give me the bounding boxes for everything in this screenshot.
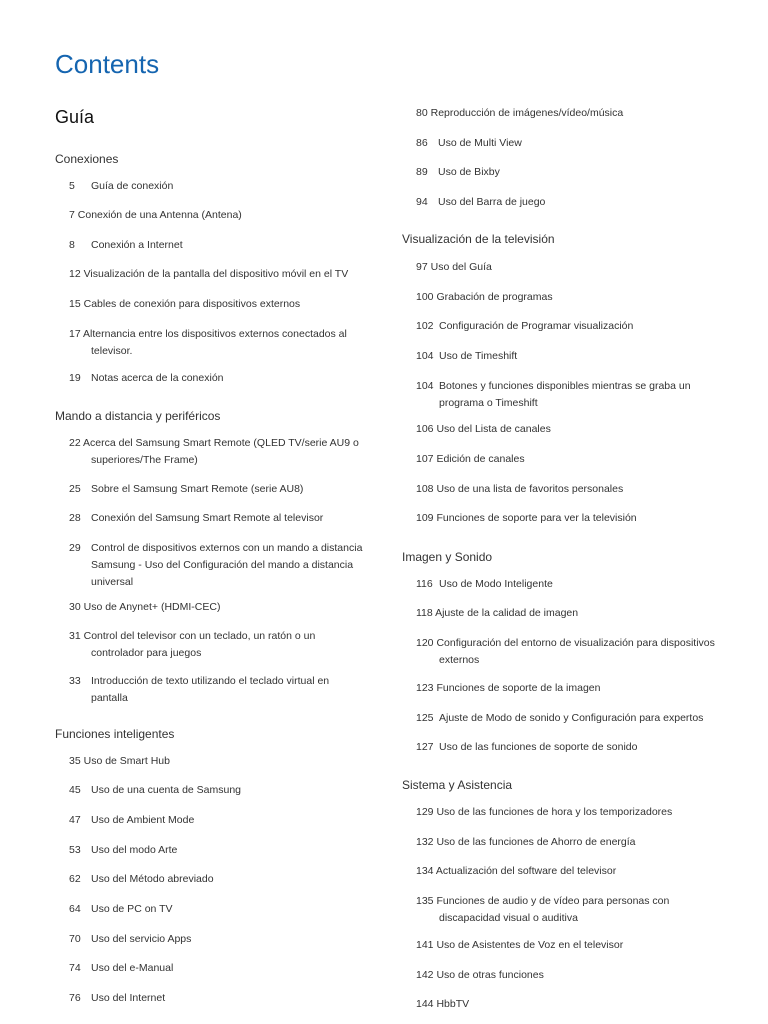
toc-page-number: 33: [69, 675, 81, 687]
section-heading-mando: Mando a distancia y periféricos: [55, 409, 221, 423]
toc-entry[interactable]: [69, 178, 173, 195]
toc-entry[interactable]: [416, 289, 553, 306]
toc-entry[interactable]: [416, 259, 492, 276]
toc-entry-continuation: discapacidad visual o auditiva: [439, 912, 578, 924]
toc-entry-label: Uso de Modo Inteligente: [439, 578, 553, 590]
toc-page-number: 107: [416, 453, 434, 465]
toc-entry[interactable]: [69, 266, 348, 283]
toc-page-number: 108: [416, 483, 434, 495]
toc-entry[interactable]: [416, 937, 623, 954]
toc-entry-continuation: superiores/The Frame): [91, 454, 198, 466]
toc-entry[interactable]: [416, 804, 672, 821]
toc-entry-label: Introducción de texto utilizando el teclado virtual en: [91, 675, 330, 687]
toc-entry-label: Uso del e-Manual: [91, 962, 174, 974]
toc-entry[interactable]: [69, 435, 359, 469]
toc-page-number: 64: [69, 903, 81, 915]
toc-entry-label: Uso de las funciones de hora y los temporizadores: [436, 806, 673, 818]
toc-page-number: 28: [69, 512, 81, 524]
toc-entry-label: Configuración del entorno de visualización para dispositivos: [436, 637, 715, 649]
toc-entry-label: Uso del Internet: [91, 992, 166, 1004]
toc-page-number: 8: [69, 239, 75, 251]
toc-page-number: 47: [69, 814, 81, 826]
toc-entry[interactable]: [416, 451, 525, 468]
toc-entry-label: Uso del modo Arte: [91, 844, 178, 856]
toc-page-number: 135: [416, 895, 434, 907]
toc-entry[interactable]: [416, 348, 517, 365]
toc-page-number: 35: [69, 755, 81, 767]
toc-entry[interactable]: [416, 635, 715, 669]
toc-entry-continuation: externos: [439, 654, 480, 666]
toc-page-number: 17: [69, 328, 81, 340]
toc-page-number: 118: [416, 607, 433, 619]
toc-page-number: 141: [416, 939, 434, 951]
toc-entry[interactable]: [416, 378, 691, 412]
toc-entry[interactable]: [69, 673, 329, 707]
toc-entry-label: Uso del Barra de juego: [438, 196, 546, 208]
toc-entry-label: Conexión de una Antenna (Antena): [77, 209, 242, 221]
toc-page-number: 53: [69, 844, 81, 856]
toc-entry[interactable]: [69, 481, 303, 498]
toc-entry-label: Uso de Smart Hub: [83, 755, 170, 767]
toc-entry-label: Uso de PC on TV: [91, 903, 173, 915]
toc-page-number: 74: [69, 962, 81, 974]
toc-page-number: 45: [69, 784, 81, 796]
toc-page-number: 129: [416, 806, 434, 818]
section-heading-sistema: Sistema y Asistencia: [402, 778, 513, 792]
toc-entry-label: Uso del Lista de canales: [436, 423, 551, 435]
toc-entry[interactable]: [416, 834, 636, 851]
toc-entry[interactable]: [69, 510, 323, 527]
toc-page-number: 31: [69, 630, 81, 642]
toc-entry[interactable]: [416, 967, 544, 984]
toc-entry-label: Guía de conexión: [91, 180, 174, 192]
toc-entry[interactable]: [69, 370, 224, 387]
toc-entry-label: HbbTV: [436, 998, 470, 1010]
toc-page-number: 142: [416, 969, 434, 981]
page-title: Contents: [55, 49, 160, 79]
toc-entry[interactable]: [416, 680, 600, 697]
toc-entry-label: Uso del servicio Apps: [91, 933, 192, 945]
toc-page-number: 102: [416, 320, 434, 332]
toc-entry-label: Funciones de soporte para ver la televisión: [436, 512, 637, 524]
toc-entry[interactable]: [69, 990, 165, 1007]
toc-entry[interactable]: [69, 237, 183, 254]
toc-entry[interactable]: [416, 710, 703, 727]
toc-page-number: 134: [416, 865, 434, 877]
toc-entry-label: Control del televisor con un teclado, un ratón o un: [83, 630, 316, 642]
toc-entry-continuation: Samsung - Uso del Configuración del mando a distancia: [91, 559, 354, 571]
toc-entry-label: Uso de una lista de favoritos personales: [436, 483, 624, 495]
toc-entry-label: Configuración de Programar visualización: [439, 320, 634, 332]
toc-entry-label: Notas acerca de la conexión: [91, 372, 224, 384]
toc-entry[interactable]: [416, 576, 553, 593]
toc-page-number: 86: [416, 137, 428, 149]
toc-entry-label: Uso de las funciones de Ahorro de energía: [436, 836, 636, 848]
toc-page-number: 5: [69, 180, 75, 192]
toc-entry[interactable]: [416, 893, 669, 927]
toc-page-number: 76: [69, 992, 81, 1004]
toc-entry-continuation: controlador para juegos: [91, 647, 202, 659]
toc-page-number: 109: [416, 512, 434, 524]
toc-entry[interactable]: [416, 421, 551, 438]
toc-entry[interactable]: [416, 135, 522, 152]
toc-page-number: 116: [416, 578, 433, 590]
toc-page-number: 29: [69, 542, 81, 554]
toc-entry[interactable]: [69, 812, 194, 829]
toc-entry-label: Grabación de programas: [436, 291, 553, 303]
toc-entry[interactable]: [69, 782, 241, 799]
toc-page-number: 144: [416, 998, 434, 1010]
toc-page-number: 70: [69, 933, 81, 945]
toc-entry-label: Funciones de soporte de la imagen: [436, 682, 601, 694]
section-heading-visualizacion: Visualización de la televisión: [402, 232, 555, 246]
toc-entry[interactable]: [416, 318, 633, 335]
toc-entry[interactable]: [416, 105, 623, 122]
toc-entry-label: Ajuste de Modo de sonido y Configuración para expertos: [439, 712, 704, 724]
toc-entry-label: Conexión a Internet: [91, 239, 183, 251]
toc-entry-label: Sobre el Samsung Smart Remote (serie AU8): [91, 483, 304, 495]
toc-entry[interactable]: [416, 863, 616, 880]
toc-entry-label: Uso de Bixby: [438, 166, 500, 178]
toc-entry[interactable]: [416, 739, 637, 756]
toc-page-number: 80: [416, 107, 428, 119]
toc-entry-label: Uso de Timeshift: [439, 350, 518, 362]
toc-entry-label: Uso de Asistentes de Voz en el televisor: [436, 939, 624, 951]
toc-entry[interactable]: [416, 510, 637, 527]
toc-page-number: 15: [69, 298, 81, 310]
toc-page-number: 25: [69, 483, 81, 495]
toc-entry[interactable]: [69, 931, 191, 948]
toc-page-number: 19: [69, 372, 81, 384]
toc-page-number: 127: [416, 741, 434, 753]
toc-entry-label: Uso de Multi View: [438, 137, 522, 149]
toc-entry[interactable]: [69, 599, 220, 616]
toc-entry[interactable]: [69, 901, 173, 918]
toc-entry-continuation: pantalla: [91, 692, 128, 704]
toc-page-number: 62: [69, 873, 81, 885]
toc-entry-label: Uso del Guía: [430, 261, 492, 273]
toc-page-number: 12: [69, 268, 81, 280]
toc-entry[interactable]: [69, 326, 347, 360]
section-heading-funciones: Funciones inteligentes: [55, 727, 175, 741]
toc-entry-label: Reproducción de imágenes/vídeo/música: [430, 107, 624, 119]
section-heading-conexiones: Conexiones: [55, 152, 119, 166]
toc-page-number: 125: [416, 712, 434, 724]
toc-entry-label: Uso de otras funciones: [436, 969, 544, 981]
toc-page-number: 97: [416, 261, 428, 273]
toc-entry[interactable]: [416, 605, 578, 622]
toc-page-number: 104: [416, 350, 434, 362]
section-heading-imagen: Imagen y Sonido: [402, 550, 493, 564]
toc-entry-label: Uso de las funciones de soporte de sonido: [439, 741, 638, 753]
toc-page-number: 106: [416, 423, 434, 435]
toc-entry[interactable]: [416, 481, 623, 498]
toc-entry[interactable]: [69, 540, 362, 591]
toc-entry-label: Cables de conexión para dispositivos externos: [83, 298, 301, 310]
guide-heading: Guía: [55, 107, 95, 127]
toc-entry[interactable]: [416, 996, 469, 1013]
toc-entry[interactable]: [69, 628, 315, 662]
toc-entry-continuation: programa o Timeshift: [439, 397, 538, 409]
toc-entry-label: Ajuste de la calidad de imagen: [435, 607, 579, 619]
toc-entry-label: Alternancia entre los dispositivos externos conectados al: [83, 328, 347, 340]
toc-entry[interactable]: [416, 194, 545, 211]
toc-entry-label: Control de dispositivos externos con un mando a distancia: [91, 542, 363, 554]
toc-entry-label: Conexión del Samsung Smart Remote al televisor: [91, 512, 324, 524]
toc-entry[interactable]: [69, 842, 177, 859]
toc-entry-label: Edición de canales: [436, 453, 525, 465]
toc-page-number: 94: [416, 196, 428, 208]
toc-page-number: 100: [416, 291, 434, 303]
toc-entry-continuation: universal: [91, 576, 134, 588]
toc-entry-label: Uso del Método abreviado: [91, 873, 214, 885]
toc-entry-label: Uso de una cuenta de Samsung: [91, 784, 242, 796]
toc-entry-continuation: televisor.: [91, 345, 133, 357]
toc-entry[interactable]: [69, 207, 242, 224]
toc-entry-label: Visualización de la pantalla del dispositivo móvil en el TV: [83, 268, 349, 280]
toc-entry-label: Uso de Ambient Mode: [91, 814, 195, 826]
toc-entry-label: Funciones de audio y de vídeo para personas con: [436, 895, 670, 907]
toc-page-number: 7: [69, 209, 75, 221]
toc-page-number: 30: [69, 601, 81, 613]
toc-entry-label: Actualización del software del televisor: [435, 865, 617, 877]
toc-entry[interactable]: [69, 871, 214, 888]
toc-entry-label: Acerca del Samsung Smart Remote (QLED TV/serie AU9 o: [83, 437, 359, 449]
toc-page-number: 123: [416, 682, 434, 694]
toc-entry[interactable]: [69, 960, 173, 977]
toc-entry-label: Uso de Anynet+ (HDMI-CEC): [83, 601, 221, 613]
toc-entry[interactable]: [69, 753, 170, 770]
toc-entry-label: Botones y funciones disponibles mientras se graba un: [439, 380, 691, 392]
toc-entry[interactable]: [69, 296, 300, 313]
toc-page-number: 22: [69, 437, 81, 449]
toc-entry[interactable]: [416, 164, 500, 181]
toc-page-number: 132: [416, 836, 434, 848]
toc-page-number: 104: [416, 380, 434, 392]
toc-page-number: 120: [416, 637, 434, 649]
toc-page-number: 89: [416, 166, 428, 178]
